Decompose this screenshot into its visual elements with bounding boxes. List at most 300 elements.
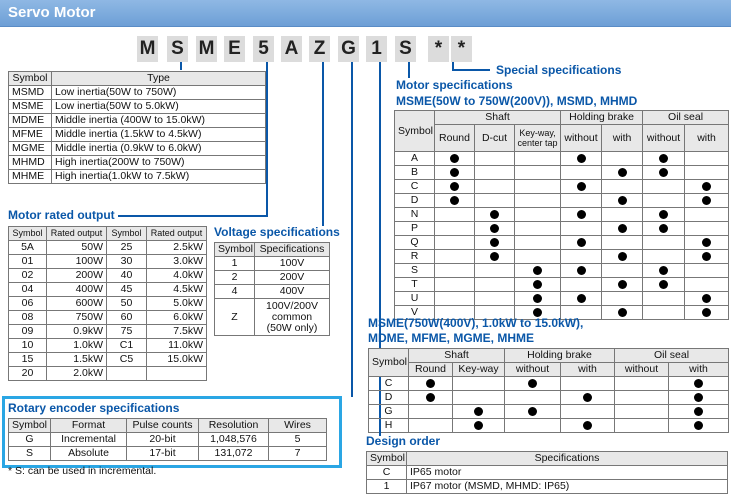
table-header: with: [602, 125, 643, 152]
table-cell: [515, 264, 561, 278]
keyway-header-line: Key-way,: [519, 128, 556, 138]
table-cell: [515, 292, 561, 306]
table-cell: [602, 278, 643, 292]
table-header: Symbol: [107, 227, 147, 241]
table-cell: [602, 180, 643, 194]
table-cell: C: [395, 180, 435, 194]
table-header: Wires: [269, 419, 327, 433]
dot-mark: [659, 168, 668, 177]
table-cell: 2: [215, 271, 255, 285]
table-cell: 11.0kW: [147, 339, 207, 353]
table-cell: C5: [107, 353, 147, 367]
table-header: Symbol: [367, 452, 407, 466]
table-cell: 30: [107, 255, 147, 269]
table-cell: MSME: [9, 100, 52, 114]
table-cell: Middle inertia (0.9kW to 6.0kW): [52, 142, 266, 156]
table-cell: [409, 405, 453, 419]
table-cell: [475, 194, 515, 208]
voltage-table: [214, 242, 330, 336]
table-header: Symbol: [395, 111, 435, 152]
table-cell: [475, 208, 515, 222]
table-cell: [643, 222, 685, 236]
table-cell: [435, 222, 475, 236]
table-cell: [602, 292, 643, 306]
table-cell: 6.0kW: [147, 311, 207, 325]
table-cell: [475, 236, 515, 250]
table-cell: MSMD: [9, 86, 52, 100]
table-cell: 100W: [47, 255, 107, 269]
page-title: Servo Motor: [8, 4, 96, 21]
table-row: [395, 264, 729, 278]
table-cell: [669, 419, 729, 433]
table-cell: H: [369, 419, 409, 433]
table-cell: [561, 222, 602, 236]
table-cell: U: [395, 292, 435, 306]
table-cell: 400W: [47, 283, 107, 297]
table-cell: 400V: [255, 285, 330, 299]
table-cell: D: [369, 391, 409, 405]
table-cell: [685, 222, 729, 236]
dot-mark: [450, 182, 459, 191]
table-header: without: [505, 363, 561, 377]
table-cell: 1.0kW: [47, 339, 107, 353]
dot-mark: [659, 266, 668, 275]
table-cell: [685, 236, 729, 250]
dot-mark: [490, 210, 499, 219]
table-cell: [409, 419, 453, 433]
dot-mark: [474, 421, 483, 430]
dot-mark: [577, 238, 586, 247]
connector-line: [452, 69, 490, 71]
table-cell: [561, 405, 615, 419]
table-cell: 1.5kW: [47, 353, 107, 367]
table-header: Rated output: [147, 227, 207, 241]
table-row: [9, 283, 207, 297]
dot-mark: [618, 308, 627, 317]
table-cell: 600W: [47, 297, 107, 311]
code-char: M: [137, 36, 158, 62]
table-cell: [515, 236, 561, 250]
table-cell: S: [395, 264, 435, 278]
table-row: [9, 255, 207, 269]
table-cell: MGME: [9, 142, 52, 156]
table-cell: [685, 180, 729, 194]
table-cell: [602, 236, 643, 250]
dot-mark: [694, 393, 703, 402]
table-cell: T: [395, 278, 435, 292]
table-cell: S: [9, 447, 51, 461]
table-cell: [435, 152, 475, 166]
table-cell: [602, 208, 643, 222]
table-cell: 04: [9, 283, 47, 297]
table-cell: [435, 194, 475, 208]
dot-mark: [577, 154, 586, 163]
table-row: [395, 236, 729, 250]
table-cell: 1: [215, 257, 255, 271]
table-cell: [643, 264, 685, 278]
table-cell: [561, 152, 602, 166]
table-cell: 08: [9, 311, 47, 325]
table-row: [9, 241, 207, 255]
table-cell: [505, 419, 561, 433]
dot-mark: [694, 379, 703, 388]
dot-mark: [583, 393, 592, 402]
table-cell: Low inertia(50W to 5.0kW): [52, 100, 266, 114]
dot-mark: [528, 379, 537, 388]
table-cell: [643, 152, 685, 166]
table-cell: 200V: [255, 271, 330, 285]
table-cell: [561, 180, 602, 194]
table-cell: 17-bit: [127, 447, 199, 461]
table-header: Pulse counts: [127, 419, 199, 433]
table-cell: [475, 250, 515, 264]
table-cell: [255, 299, 330, 336]
table-cell: 4: [215, 285, 255, 299]
table-cell: 2.5kW: [147, 241, 207, 255]
dot-mark: [583, 421, 592, 430]
design-order-label: Design order: [366, 434, 441, 448]
table-cell: [643, 180, 685, 194]
table-cell: 15: [9, 353, 47, 367]
table-cell: [602, 264, 643, 278]
motor-specs-table-2: [368, 348, 729, 433]
code-char: *: [428, 36, 449, 62]
voltage-z-line: common: [271, 310, 313, 323]
table-cell: [685, 278, 729, 292]
table-cell: [643, 166, 685, 180]
table-cell: [643, 278, 685, 292]
code-char: Z: [309, 36, 330, 62]
table-header: Symbol: [9, 419, 51, 433]
table-cell: [475, 222, 515, 236]
table-cell: [685, 208, 729, 222]
table-header: without: [615, 363, 669, 377]
table-cell: [615, 419, 669, 433]
code-char: *: [451, 36, 472, 62]
dot-mark: [659, 210, 668, 219]
table-header: Symbol: [215, 243, 255, 257]
table-cell: [561, 208, 602, 222]
table-cell: G: [9, 433, 51, 447]
dot-mark: [474, 407, 483, 416]
table-header: Shaft: [409, 349, 505, 363]
design-order-table: [366, 451, 728, 494]
table-cell: 60: [107, 311, 147, 325]
table-row: [395, 180, 729, 194]
connector-line: [118, 215, 268, 217]
table-header: Type: [52, 72, 266, 86]
table-cell: MFME: [9, 128, 52, 142]
table-cell: V: [395, 306, 435, 320]
dot-mark: [450, 168, 459, 177]
table-cell: [561, 236, 602, 250]
table-cell: [453, 405, 505, 419]
dot-mark: [702, 308, 711, 317]
table-cell: 06: [9, 297, 47, 311]
table-row: [395, 166, 729, 180]
connector-line: [322, 62, 324, 226]
connector-line: [266, 62, 268, 216]
table-header: Symbol: [369, 349, 409, 377]
table-row: [395, 278, 729, 292]
dot-mark: [490, 224, 499, 233]
table-cell: [561, 377, 615, 391]
encoder-label: Rotary encoder specifications: [8, 401, 180, 415]
table-cell: Incremental: [51, 433, 127, 447]
table-cell: 50W: [47, 241, 107, 255]
title-banner: [0, 0, 731, 27]
table-header: Key-way: [453, 363, 505, 377]
rated-output-label: Motor rated output: [8, 208, 115, 222]
table-cell: [453, 419, 505, 433]
table-cell: [409, 377, 453, 391]
table-cell: C: [367, 466, 407, 480]
table-cell: MDME: [9, 114, 52, 128]
table-cell: [409, 391, 453, 405]
table-cell: 09: [9, 325, 47, 339]
table-cell: 75: [107, 325, 147, 339]
connector-line: [180, 62, 182, 70]
table-row: [9, 311, 207, 325]
table-cell: [561, 391, 615, 405]
table-row: [9, 353, 207, 367]
table-cell: [475, 264, 515, 278]
rated-output-table: [8, 226, 207, 381]
table-header: D-cut: [475, 125, 515, 152]
dot-mark: [659, 154, 668, 163]
table-cell: 5.0kW: [147, 297, 207, 311]
table-cell: [685, 292, 729, 306]
code-char: S: [395, 36, 416, 62]
table-header: Oil seal: [615, 349, 729, 363]
table-cell: [475, 180, 515, 194]
table-header: Specifications: [407, 452, 728, 466]
table-cell: [435, 180, 475, 194]
table-cell: 750W: [47, 311, 107, 325]
table-header: Rated output: [47, 227, 107, 241]
type-table: [8, 71, 266, 184]
table-header: Holding brake: [561, 111, 643, 125]
table-cell: [561, 278, 602, 292]
motor-specs-sublabel: MSME(50W to 750W(200V)), MSMD, MHMD: [396, 94, 638, 108]
table-cell: B: [395, 166, 435, 180]
table-cell: IP67 motor (MSMD, MHMD: IP65): [407, 480, 728, 494]
table-cell: 7: [269, 447, 327, 461]
table-cell: 5: [269, 433, 327, 447]
table-cell: High inertia(1.0kW to 7.5kW): [52, 170, 266, 184]
table-cell: C: [369, 377, 409, 391]
dot-mark: [533, 266, 542, 275]
table-header: with: [669, 363, 729, 377]
table-cell: [643, 194, 685, 208]
table-cell: [561, 419, 615, 433]
motor-specs-2-sublabel: MSME(750W(400V), 1.0kW to 15.0kW),: [368, 316, 584, 330]
table-cell: 5A: [9, 241, 47, 255]
table-cell: [435, 278, 475, 292]
table-cell: G: [369, 405, 409, 419]
encoder-table: [8, 418, 327, 461]
voltage-label: Voltage specifications: [214, 225, 340, 239]
table-row: [395, 250, 729, 264]
table-row: [369, 419, 729, 433]
voltage-z-line: (50W only): [266, 321, 318, 334]
connector-line: [408, 62, 410, 78]
table-header: Shaft: [435, 111, 561, 125]
table-cell: [685, 166, 729, 180]
dot-mark: [702, 196, 711, 205]
table-cell: [643, 208, 685, 222]
table-header: Holding brake: [505, 349, 615, 363]
table-cell: 200W: [47, 269, 107, 283]
code-char: A: [281, 36, 302, 62]
table-cell: 1,048,576: [199, 433, 269, 447]
table-cell: [685, 250, 729, 264]
table-row: [395, 292, 729, 306]
dot-mark: [694, 407, 703, 416]
dot-mark: [694, 421, 703, 430]
table-cell: [505, 405, 561, 419]
code-char: 1: [366, 36, 387, 62]
table-row: [9, 325, 207, 339]
table-cell: [435, 264, 475, 278]
table-header: without: [643, 125, 685, 152]
dot-mark: [490, 238, 499, 247]
table-cell: Low inertia(50W to 750W): [52, 86, 266, 100]
table-cell: [615, 377, 669, 391]
dot-mark: [450, 196, 459, 205]
dot-mark: [702, 238, 711, 247]
table-cell: Middle inertia (400W to 15.0kW): [52, 114, 266, 128]
dot-mark: [533, 280, 542, 289]
table-cell: [669, 377, 729, 391]
table-cell: Q: [395, 236, 435, 250]
dot-mark: [618, 280, 627, 289]
table-cell: [615, 391, 669, 405]
table-header: Symbol: [9, 72, 52, 86]
table-cell: [505, 377, 561, 391]
table-cell: 02: [9, 269, 47, 283]
table-cell: [515, 152, 561, 166]
table-cell: 15.0kW: [147, 353, 207, 367]
dot-mark: [577, 266, 586, 275]
dot-mark: [702, 252, 711, 261]
table-row: [369, 391, 729, 405]
table-cell: [515, 180, 561, 194]
table-cell: [147, 367, 207, 381]
table-cell: 20-bit: [127, 433, 199, 447]
table-row: [9, 367, 207, 381]
table-cell: [475, 292, 515, 306]
table-header: Round: [435, 125, 475, 152]
dot-mark: [618, 168, 627, 177]
table-cell: [615, 405, 669, 419]
table-row: [369, 405, 729, 419]
table-cell: [435, 208, 475, 222]
table-cell: 100V: [255, 257, 330, 271]
dot-mark: [702, 182, 711, 191]
table-cell: [505, 391, 561, 405]
table-header: [515, 125, 561, 152]
table-cell: [435, 250, 475, 264]
table-cell: 0.9kW: [47, 325, 107, 339]
table-header: Resolution: [199, 419, 269, 433]
table-cell: 40: [107, 269, 147, 283]
table-cell: [643, 250, 685, 264]
table-cell: [602, 166, 643, 180]
table-cell: 3.0kW: [147, 255, 207, 269]
table-row: [9, 339, 207, 353]
code-char: S: [167, 36, 188, 62]
table-cell: [475, 166, 515, 180]
table-header: Symbol: [9, 227, 47, 241]
dot-mark: [659, 224, 668, 233]
table-cell: [515, 194, 561, 208]
motor-specs-label: Motor specifications: [396, 78, 513, 92]
dot-mark: [702, 294, 711, 303]
table-row: [9, 297, 207, 311]
table-row: [395, 152, 729, 166]
table-cell: MHME: [9, 170, 52, 184]
dot-mark: [577, 182, 586, 191]
motor-specs-2-sublabel: MDME, MFME, MGME, MHME: [368, 331, 534, 345]
dot-mark: [577, 294, 586, 303]
code-char: G: [338, 36, 359, 62]
dot-mark: [659, 280, 668, 289]
table-cell: [561, 292, 602, 306]
table-row: [395, 222, 729, 236]
table-row: [9, 269, 207, 283]
table-cell: [515, 222, 561, 236]
table-cell: A: [395, 152, 435, 166]
table-cell: 25: [107, 241, 147, 255]
table-cell: [435, 166, 475, 180]
dot-mark: [528, 407, 537, 416]
table-cell: [669, 405, 729, 419]
table-cell: [643, 306, 685, 320]
table-cell: [643, 292, 685, 306]
table-cell: [685, 194, 729, 208]
table-cell: [685, 152, 729, 166]
table-cell: 4.5kW: [147, 283, 207, 297]
table-cell: [685, 264, 729, 278]
table-header: Oil seal: [643, 111, 729, 125]
dot-mark: [426, 393, 435, 402]
table-cell: [561, 250, 602, 264]
table-row: [369, 377, 729, 391]
table-cell: 7.5kW: [147, 325, 207, 339]
dot-mark: [426, 379, 435, 388]
table-cell: [515, 208, 561, 222]
connector-line: [351, 62, 353, 397]
table-cell: 01: [9, 255, 47, 269]
table-cell: [561, 194, 602, 208]
table-cell: 50: [107, 297, 147, 311]
table-header: with: [561, 363, 615, 377]
table-cell: [435, 236, 475, 250]
table-cell: [515, 278, 561, 292]
table-cell: Z: [215, 299, 255, 336]
motor-specs-table-1: [394, 110, 729, 320]
table-cell: 2.0kW: [47, 367, 107, 381]
table-cell: [643, 236, 685, 250]
table-row: [395, 208, 729, 222]
table-cell: [515, 166, 561, 180]
table-header: Format: [51, 419, 127, 433]
dot-mark: [618, 252, 627, 261]
table-cell: R: [395, 250, 435, 264]
table-cell: High inertia(200W to 750W): [52, 156, 266, 170]
table-cell: Middle inertia (1.5kW to 4.5kW): [52, 128, 266, 142]
